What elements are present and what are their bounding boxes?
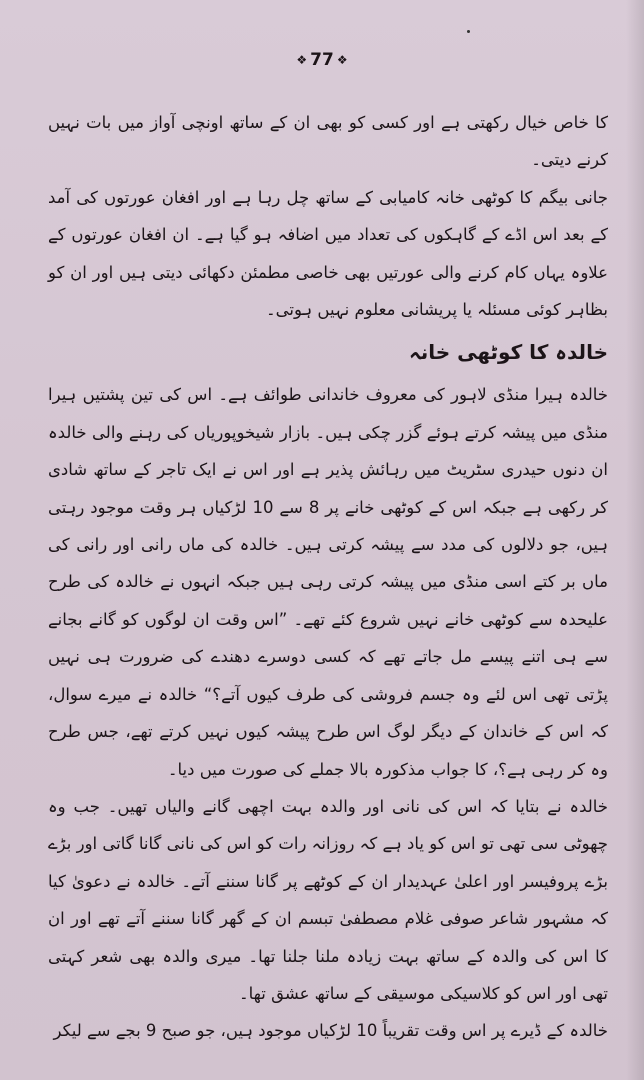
paragraph-4: خالدہ نے بتایا کہ اس کی نانی اور والدہ بہت اچھی گانے والیاں تھیں۔ جب وہ چھوٹی سی تھی تو اس کو یاد ہے کہ روزانہ رات کو اس کی نانی گانا گاتی اور بڑے بڑے پروفیسر اور اعلیٰ عہدیدار ان کے کوٹھے پر گانا سننے آتے۔ خالدہ نے دعویٰ کیا کہ مشہور شاعر صوفی غلام مصطفیٰ تبسم ان کے گھر گانا سننے آتے تھے اور ان کا اس کی والدہ کے ساتھ بہت زیادہ ملنا جلنا تھا۔ میری والدہ بھی شعر کہتی تھی اور اس کو کلاسیکی موسیقی کے ساتھ عشق تھا۔ bbox=[48, 796, 608, 1003]
paragraph-3: خالدہ ہیرا منڈی لاہور کی معروف خاندانی طوائف ہے۔ اس کی تین پشتیں ہیرا منڈی میں پیشہ کرتے ہوئے گزر چکی ہیں۔ بازار شیخوپوریاں کی رہنے والی خالدہ ان دنوں حیدری سٹریٹ میں رہائش پذیر ہے اور اس نے ایک تاجر کے ساتھ شادی کر رکھی ہے جبکہ اس کے کوٹھی خانے پر 8 سے 10 لڑکیاں ہر وقت موجود رہتی ہیں، جو دلالوں کی مدد سے پیشہ کرتی ہیں۔ خالدہ کی ماں رانی اور رانی کی ماں بر کتے اسی منڈی میں پیشہ کرتی رہی ہیں جبکہ انہوں نے خالدہ کی طرح علیحدہ سے کوٹھی خانے نہیں شروع کئے تھے۔ ”اس وقت ان لوگوں کو گانے بجانے سے ہی اتنے پیسے مل جاتے تھے کہ کسی دوسرے دھندے کی ضرورت ہی نہیں پڑتی تھی اس لئے وہ جسم فروشی کی طرف کیوں آتے؟“ خالدہ نے میرے سوال، کہ اس کے خاندان کے دیگر لوگ اس طرح پیشہ کیوں نہیں کرتے تھے، جس طرح وہ کر رہی ہے؟، کا جواب مذکورہ بالا جملے کی صورت میں دیا۔ bbox=[48, 385, 609, 779]
paragraph-5: خالدہ کے ڈیرے پر اس وقت تقریباً 10 لڑکیاں موجود ہیں، جو صبح 9 بجے سے لیکر bbox=[53, 1021, 608, 1041]
page-number-value: 77 bbox=[310, 50, 334, 70]
paragraph-1: کا خاص خیال رکھتی ہے اور کسی کو بھی ان کے ساتھ اونچی آواز میں بات نہیں کرنے دیتی۔ bbox=[48, 113, 608, 170]
page-number bbox=[0, 50, 644, 70]
page-edge-shadow bbox=[626, 0, 644, 1080]
ornament-left-icon: ❖ bbox=[296, 53, 308, 67]
paragraph-2: جانی بیگم کا کوٹھی خانہ کامیابی کے ساتھ چل رہا ہے اور افغان عورتوں کی آمد کے بعد اس اڈے کے گاہکوں کی تعداد میں اضافہ ہو گیا ہے۔ ان افغان عورتوں کے علاوہ یہاں کام کرنے والی عورتیں بھی خاصی مطمئن دکھائی دیتی ہیں اور ان کو بظاہر کوئی مسئلہ یا پریشانی معلوم نہیں ہوتی۔ bbox=[48, 187, 608, 320]
speck bbox=[467, 30, 470, 33]
ornament-right-icon: ❖ bbox=[336, 53, 348, 67]
section-heading: خالدہ کا کوٹھی خانہ bbox=[408, 340, 608, 365]
body-text bbox=[48, 104, 608, 1050]
